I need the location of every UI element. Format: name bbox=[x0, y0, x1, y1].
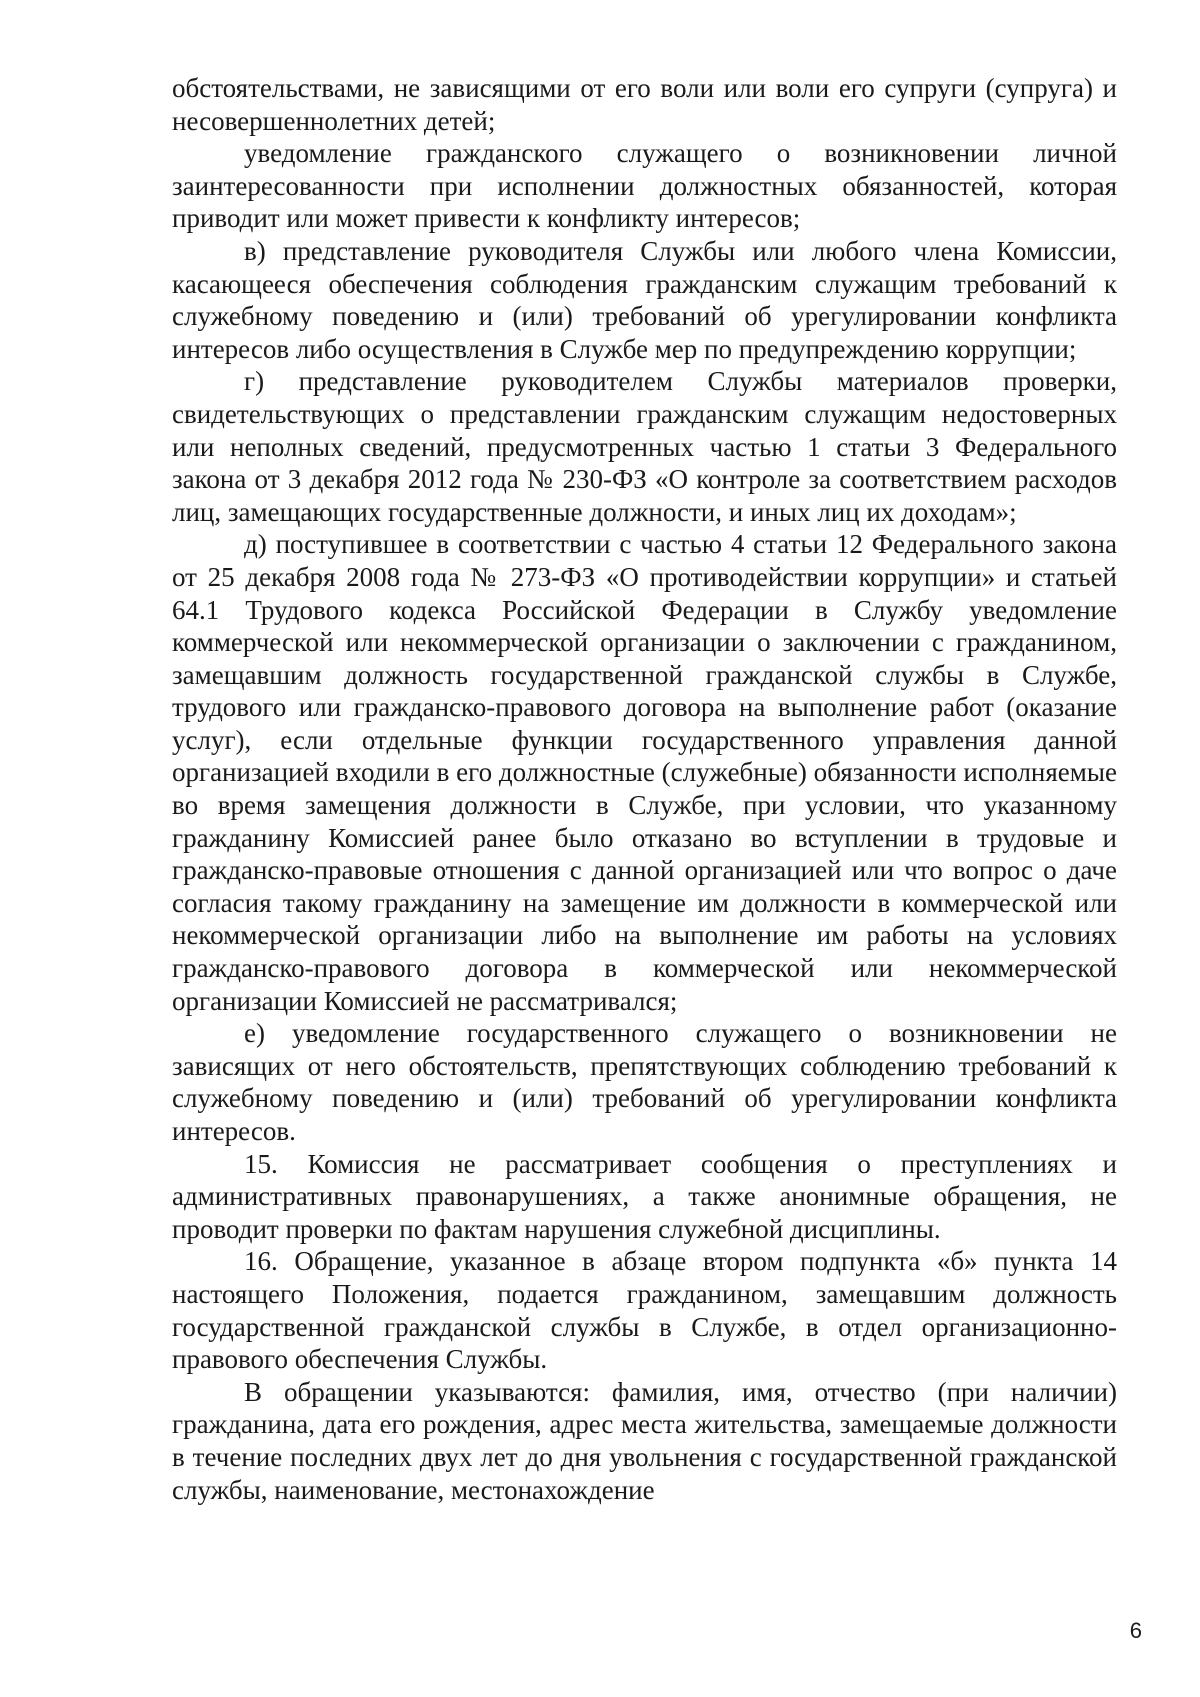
paragraph-item-d: д) поступившее в соответствии с частью 4 статьи 12 Федерального закона от 25 декабря 2008 года № 273-ФЗ «О противодействии коррупции» и статьей 64.1 Трудового кодекса Российской Федерации в Службу уведомление коммерческой или некоммерческой организации о заключении с гражданином, замещавшим должность государственной гражданской службы в Службе, трудового или гражданско-правового договора на выполнение работ (оказание услуг), если отдельные функции государственного управления данной организацией входили в его должностные (служебные) обязанности исполняемые во время замещения должности в Службе, при условии, что указанному гражданину Комиссией ранее было отказано во вступлении в трудовые и гражданско-правовые отношения с данной организацией или что вопрос о даче согласия такому гражданину на замещение им должности в коммерческой или некоммерческой организации либо на выполнение им работы на условиях гражданско-правового договора в коммерческой или некоммерческой организации Комиссией не рассматривался; bbox=[172, 529, 1117, 1016]
paragraph-point-15: 15. Комиссия не рассматривает сообщения о преступлениях и административных правонарушениях, а также анонимные обращения, не проводит проверки по фактам нарушения служебной дисциплины. bbox=[172, 1148, 1117, 1244]
paragraph-item-g: г) представление руководителем Службы материалов проверки, свидетельствующих о представлении гражданским служащим недостоверных или неполных сведений, предусмотренных частью 1 статьи 3 Федерального закона от 3 декабря 2012 года № 230-ФЗ «О контроле за соответствием расходов лиц, замещающих государственные должности, и иных лиц их доходам»; bbox=[172, 366, 1117, 527]
paragraph-appeal-contents: В обращении указываются: фамилия, имя, отчество (при наличии) гражданина, дата его рождения, адрес места жительства, замещаемые должности в течение последних двух лет до дня увольнения с государственной гражданской службы, наименование, местонахождение bbox=[172, 1376, 1117, 1505]
paragraph-notification-interest: уведомление гражданского служащего о возникновении личной заинтересованности при исполнении должностных обязанностей, которая приводит или может привести к конфликту интересов; bbox=[172, 138, 1117, 234]
paragraph-point-16: 16. Обращение, указанное в абзаце втором подпункта «б» пункта 14 настоящего Положения, подается гражданином, замещавшим должность государственной гражданской службы в Службе, в отдел организационно-правового обеспечения Службы. bbox=[172, 1246, 1117, 1375]
paragraph-continuation: обстоятельствами, не зависящими от его воли или воли его супруги (супруга) и несовершеннолетних детей; bbox=[172, 73, 1117, 136]
paragraph-item-v: в) представление руководителя Службы или любого члена Комиссии, касающееся обеспечения соблюдения гражданским служащим требований к служебному поведению и (или) требований об урегулировании конфликта интересов либо осуществления в Службе мер по предупреждению коррупции; bbox=[172, 235, 1117, 364]
page-number: 6 bbox=[1129, 1618, 1142, 1643]
paragraph-item-e: е) уведомление государственного служащего о возникновении не зависящих от него обстоятельств, препятствующих соблюдению требований к служебному поведению и (или) требований об урегулировании конфликта интересов. bbox=[172, 1018, 1117, 1146]
document-body bbox=[172, 72, 1117, 1506]
